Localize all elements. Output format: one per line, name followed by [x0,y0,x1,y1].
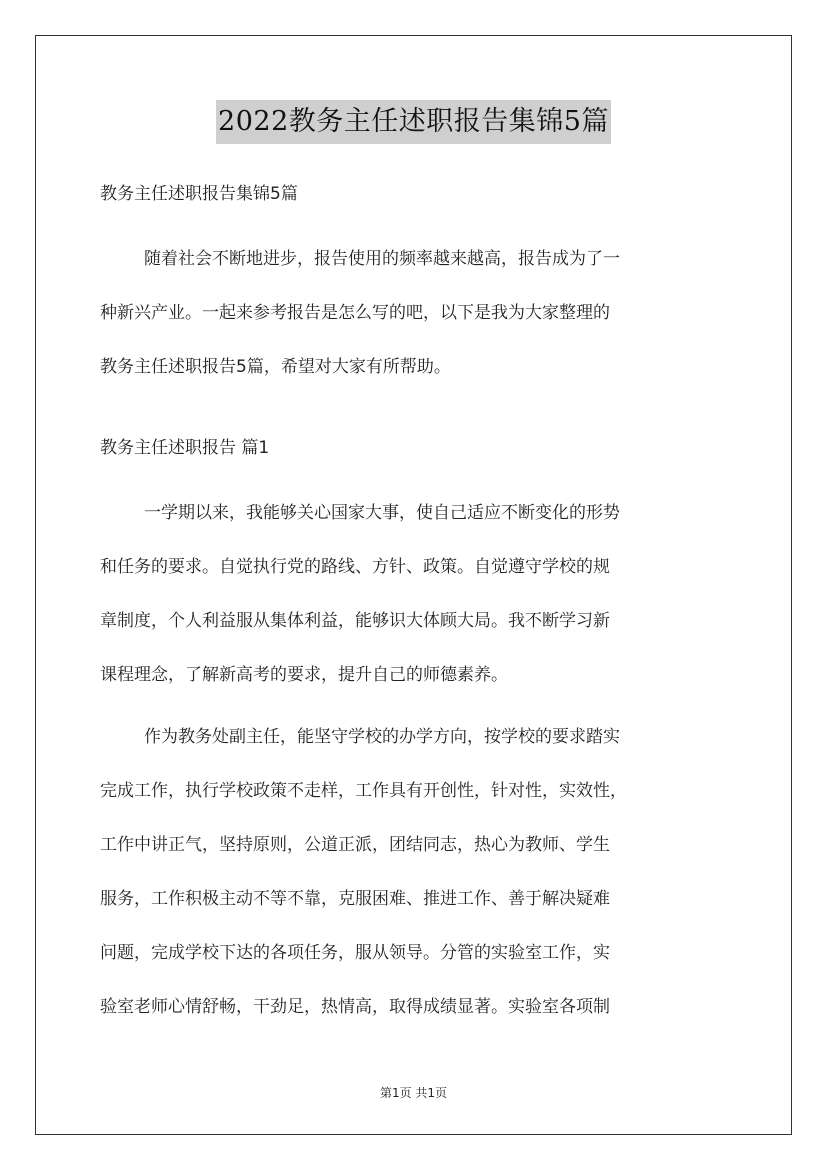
paragraph-line: 工作中讲正气，坚持原则，公道正派，团结同志，热心为教师、学生 [100,835,610,855]
paragraph-line: 验室老师心情舒畅，干劲足，热情高，取得成绩显著。实验室各项制 [100,997,610,1017]
title-container [0,100,827,144]
document-title: 2022教务主任述职报告集锦5篇 [216,100,611,144]
body-paragraph-1 [100,486,730,702]
intro-line: 随着社会不断地进步，报告使用的频率越来越高，报告成为了一 [144,249,620,269]
paragraph-line: 作为教务处副主任，能坚守学校的办学方向，按学校的要求踏实 [144,727,620,747]
body-paragraph-2 [100,710,730,1034]
page-number-label: 第1页 共1页 [379,1086,448,1100]
paragraph-line: 一学期以来，我能够关心国家大事，使自己适应不断变化的形势 [144,503,620,523]
intro-paragraph [100,232,730,394]
paragraph-line: 完成工作，执行学校政策不走样，工作具有开创性，针对性，实效性， [100,781,627,801]
document-body [100,176,730,1042]
document-subtitle: 教务主任述职报告集锦5篇 [100,184,298,204]
paragraph-line: 问题，完成学校下达的各项任务，服从领导。分管的实验室工作，实 [100,943,610,963]
paragraph-line: 章制度，个人利益服从集体利益，能够识大体顾大局。我不断学习新 [100,611,610,631]
intro-line: 种新兴产业。一起来参考报告是怎么写的吧，以下是我为大家整理的 [100,303,610,323]
paragraph-line: 服务，工作积极主动不等不靠，克服困难、推进工作、善于解决疑难 [100,889,610,909]
paragraph-line: 课程理念，了解新高考的要求，提升自己的师德素养。 [100,665,508,685]
section-heading: 教务主任述职报告 篇1 [100,438,270,458]
intro-line: 教务主任述职报告5篇，希望对大家有所帮助。 [100,357,451,377]
page-footer [0,1084,827,1101]
paragraph-line: 和任务的要求。自觉执行党的路线、方针、政策。自觉遵守学校的规 [100,557,610,577]
section-gap [100,402,730,430]
